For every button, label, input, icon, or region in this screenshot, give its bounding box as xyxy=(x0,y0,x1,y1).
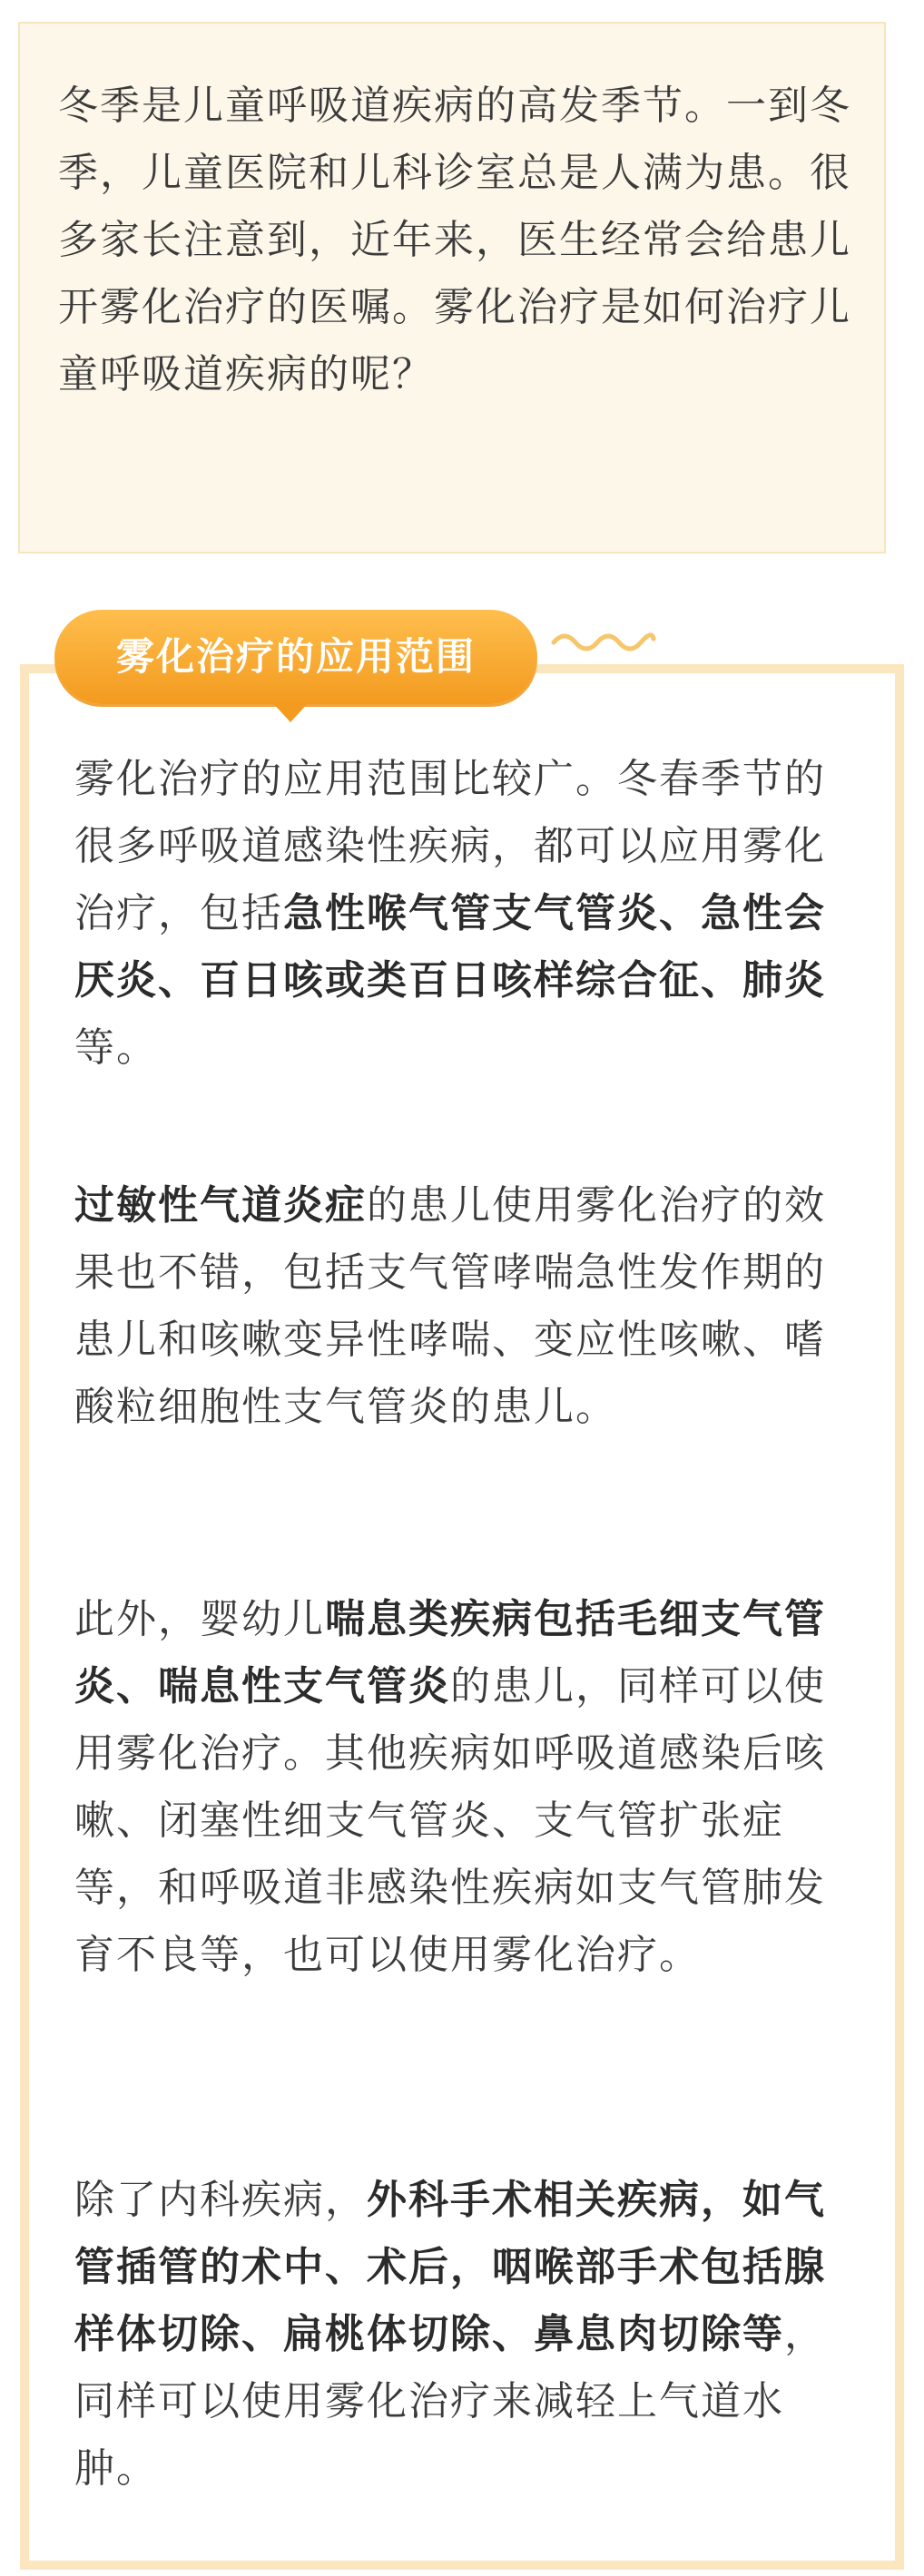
paragraph-text: 雾化治疗的应用范围比较广。冬春季节的很多呼吸道感染性疾病，都可以应用雾化治疗，包括 xyxy=(74,756,826,936)
emphasized-text: 过敏性气道炎症 xyxy=(74,1182,367,1229)
emphasized-text: 急性喉气管支气管炎、急性会厌炎、百日咳或类百日咳样综合征、肺炎 xyxy=(74,890,826,1004)
section-paragraph-3 xyxy=(74,1586,851,1989)
paragraph-text: 的患儿使用雾化治疗的效果也不错，包括支气管哮喘急性发作期的患儿和咳嗽变异性哮喘、变应性咳嗽、嗜酸粒细胞性支气管炎的患儿。 xyxy=(74,1182,826,1430)
section-paragraph-2 xyxy=(74,1172,851,1441)
emphasized-text: 喘息类疾病包括毛细支气管炎、喘息性支气管炎 xyxy=(74,1596,826,1709)
paragraph-text: 此外，婴幼儿 xyxy=(74,1596,325,1642)
paragraph-text: ，同样可以使用雾化治疗来减轻上气道水肿。 xyxy=(74,2311,826,2492)
section-paragraph-1 xyxy=(74,746,851,1082)
paragraph-text: 等。 xyxy=(74,1024,158,1071)
intro-paragraph: 冬季是儿童呼吸道疾病的高发季节。一到冬季，儿童医院和儿科诊室总是人满为患。很多家长注意到，近年来，医生经常会给患儿开雾化治疗的医嘱。雾化治疗是如何治疗儿童呼吸道疾病的呢？ xyxy=(58,83,851,397)
section-title-banner: 雾化治疗的应用范围 xyxy=(54,610,537,704)
emphasized-text: 外科手术相关疾病，如气管插管的术中、术后，咽喉部手术包括腺样体切除、扁桃体切除、鼻息肉切除等 xyxy=(74,2177,826,2357)
paragraph-text: 除了内科疾病， xyxy=(74,2177,367,2223)
paragraph-text: 的患儿，同样可以使用雾化治疗。其他疾病如呼吸道感染后咳嗽、闭塞性细支气管炎、支气管扩张症等，和呼吸道非感染性疾病如支气管肺发育不良等，也可以使用雾化治疗。 xyxy=(74,1663,826,1978)
banner-pointer-icon xyxy=(270,700,310,722)
section-paragraph-4 xyxy=(74,2167,851,2503)
wave-decoration-icon xyxy=(550,626,657,653)
